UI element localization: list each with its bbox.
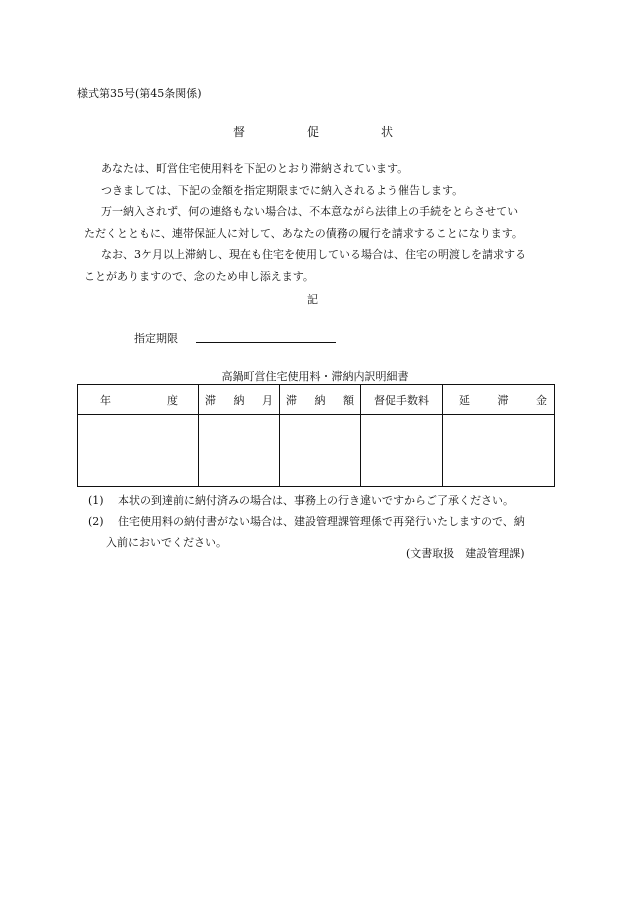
header-char: 度 [167,393,178,407]
cell-reminder-fee[interactable] [361,415,443,487]
deadline-label: 指定期限 [134,332,178,345]
header-arrears-amount [280,385,361,415]
header-text: 督促手数料 [374,393,429,407]
header-arrears-month [199,385,280,415]
body-line: あなたは、町営住宅使用料を下記のとおり滞納されています。 [101,162,409,175]
note-text: 住宅使用料の納付書がない場合は、建設管理課管理係で再発行いたしますので、納 [118,515,525,528]
ki-heading: 記 [307,293,318,306]
notice-body [84,158,556,287]
table-row [78,415,555,487]
body-line: なお、3ケ月以上滞納し、現在も住宅を使用している場合は、住宅の明渡しを請求する [101,248,526,261]
header-late-charge [443,385,555,415]
deadline-underline [196,342,336,343]
header-char: 滞 [205,393,216,407]
cell-arrears-amount[interactable] [280,415,361,487]
header-char: 延 [459,393,470,407]
header-char: 納 [314,393,326,407]
header-char: 納 [233,393,245,407]
document-title [233,123,393,140]
header-char: 額 [343,393,354,407]
form-number: 様式第35号(第45条関係) [77,87,202,100]
note-continuation: 入前においでください。 [106,536,227,549]
cell-fiscal-year[interactable] [78,415,199,487]
table-title: 高鍋町営住宅使用料・滞納内訳明細書 [221,370,409,383]
note-item [88,490,558,511]
note-text: 本状の到達前に納付済みの場合は、事務上の行き違いですからご了承ください。 [118,494,514,507]
note-number: (2) [88,515,104,528]
cell-late-charge[interactable] [443,415,555,487]
header-char: 滞 [497,393,509,407]
note-number: (1) [88,494,104,507]
arrears-detail-table [77,384,555,487]
body-line: ただくとともに、連帯保証人に対して、あなたの債務の履行を請求することになります。 [84,226,523,240]
title-char: 促 [306,125,319,139]
title-char: 状 [380,125,393,139]
body-line: 万一納入されず、何の連絡もない場合は、不本意ながら法律上の手続をとらさせてい [101,205,519,218]
handling-department: (文書取扱 建設管理課) [406,547,525,560]
header-char: 金 [536,393,547,407]
note-item [88,511,558,532]
header-char: 滞 [286,393,297,407]
header-char: 月 [262,393,273,407]
table-header-row [78,385,555,415]
title-char: 督 [233,125,246,139]
header-char: 年 [100,393,111,407]
header-fiscal-year [78,385,199,415]
body-line: つきましては、下記の金額を指定期限までに納入されるよう催告します。 [101,183,464,197]
header-reminder-fee [361,385,443,415]
notes [88,490,558,553]
cell-arrears-month[interactable] [199,415,280,487]
body-line: ことがありますので、念のため申し添えます。 [84,269,314,283]
